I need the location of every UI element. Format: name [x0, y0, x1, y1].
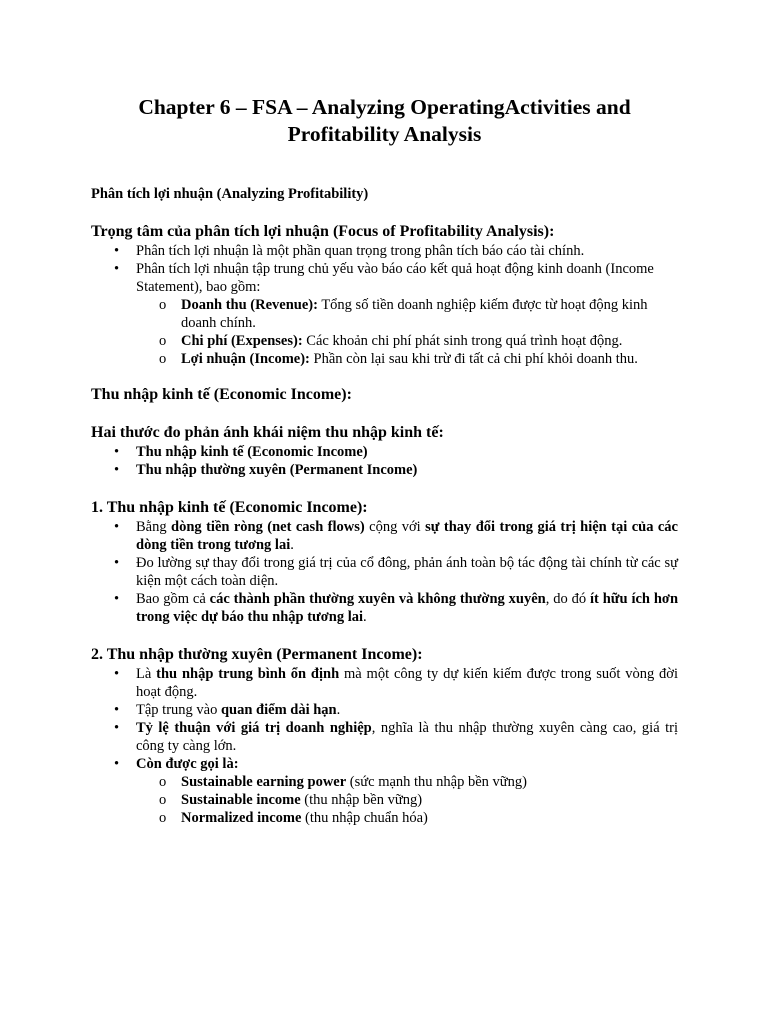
text-run: cộng với: [364, 519, 426, 535]
list-item: [136, 443, 678, 461]
focus-list: [91, 242, 678, 368]
term-sustainable-earning-power: Sustainable earning power: [181, 774, 347, 790]
list-item: [136, 665, 678, 701]
bold-run: quan điểm dài hạn: [220, 702, 337, 718]
term-translation: (sức mạnh thu nhập bền vững): [346, 774, 527, 790]
sub-list-item: [181, 350, 678, 368]
term-income: Lợi nhuận (Income):: [181, 351, 310, 367]
list-item-text: Phân tích lợi nhuận tập trung chủ yếu vào báo cáo kết quả hoạt động kinh doanh (Income Statement), bao gồm:: [136, 261, 654, 295]
sub-list: [136, 773, 678, 827]
text-run: .: [363, 609, 367, 625]
term-translation: (thu nhập bền vững): [300, 792, 423, 808]
text-run: , do đó: [545, 591, 590, 607]
sub-list-item: [181, 296, 678, 332]
term-revenue: Doanh thu (Revenue):: [181, 297, 318, 313]
section-2-heading: 2. Thu nhập thường xuyên (Permanent Income):: [91, 646, 423, 663]
list-item: [136, 719, 678, 755]
sub-list-item: [181, 791, 678, 809]
text-run: .: [290, 537, 294, 553]
text-run: , nghĩa là thu nhập thường xuyên càng cao, giá trị công ty càng lớn.: [136, 720, 678, 754]
focus-heading: Trọng tâm của phân tích lợi nhuận (Focus of Profitability Analysis):: [91, 223, 555, 240]
term-translation: (thu nhập chuẩn hóa): [301, 810, 428, 826]
section-1-heading: 1. Thu nhập kinh tế (Economic Income):: [91, 499, 368, 516]
list-item: [136, 701, 678, 719]
text-run: Bao gồm cả: [136, 591, 210, 607]
bold-run: ít hữu ích hơn trong việc dự báo thu nhập tương lai: [136, 591, 679, 625]
measure-economic: Thu nhập kinh tế (Economic Income): [136, 444, 368, 460]
text-run: .: [336, 702, 341, 718]
text-run: Bằng: [136, 519, 172, 535]
document-title: Chapter 6 – FSA – Analyzing OperatingActivities and Profitability Analysis: [138, 95, 631, 146]
sub-list: [136, 296, 678, 368]
section-subtitle: Phân tích lợi nhuận (Analyzing Profitability): [91, 186, 369, 202]
bold-run: các thành phần thường xuyên và không thường xuyên: [209, 591, 546, 607]
list-item: [136, 260, 678, 368]
measures-list: [91, 443, 678, 479]
term-definition: Các khoản chi phí phát sinh trong quá trình hoạt động.: [302, 333, 623, 349]
list-item: [136, 461, 678, 479]
sub-list-item: [181, 332, 678, 350]
economic-income-heading: Thu nhập kinh tế (Economic Income):: [91, 386, 352, 403]
list-item: [136, 590, 678, 626]
text-run: Tập trung vào: [136, 702, 221, 718]
list-item: [136, 518, 678, 554]
bold-run: sự thay đổi trong giá trị hiện tại của các dòng tiền trong tương lai: [136, 519, 678, 553]
section-2-list: [91, 665, 678, 827]
term-sustainable-income: Sustainable income: [181, 792, 301, 808]
two-measures-heading: Hai thước đo phản ánh khái niệm thu nhập kinh tế:: [91, 424, 444, 441]
sub-list-item: [181, 773, 678, 791]
bold-run: Còn được gọi là:: [136, 756, 239, 772]
sub-list-item: [181, 809, 678, 827]
bold-run: dòng tiền ròng (net cash flows): [171, 519, 365, 535]
list-item: [136, 755, 678, 827]
list-item: • Phân tích lợi nhuận là một phần quan trọng trong phân tích báo cáo tài chính.: [136, 242, 678, 260]
term-expenses: Chi phí (Expenses):: [181, 333, 303, 349]
term-normalized-income: Normalized income: [181, 810, 302, 826]
text-run: Là: [136, 666, 157, 682]
text-run: mà một công ty dự kiến kiếm được trong suốt vòng đời hoạt động.: [136, 666, 678, 700]
term-definition: Phần còn lại sau khi trừ đi tất cả chi phí khỏi doanh thu.: [309, 351, 638, 367]
measure-permanent: Thu nhập thường xuyên (Permanent Income): [136, 462, 418, 478]
list-item: • Đo lường sự thay đổi trong giá trị của cổ đông, phản ánh toàn bộ tác động tài chính từ các sự kiện một cách toàn diện.: [136, 554, 678, 590]
section-1-list: [91, 518, 678, 626]
bold-run: thu nhập trung bình ổn định: [156, 666, 340, 682]
term-definition: Tổng số tiền doanh nghiệp kiếm được từ hoạt động kinh doanh chính.: [181, 297, 648, 331]
bold-run: Tỷ lệ thuận với giá trị doanh nghiệp: [136, 720, 372, 736]
